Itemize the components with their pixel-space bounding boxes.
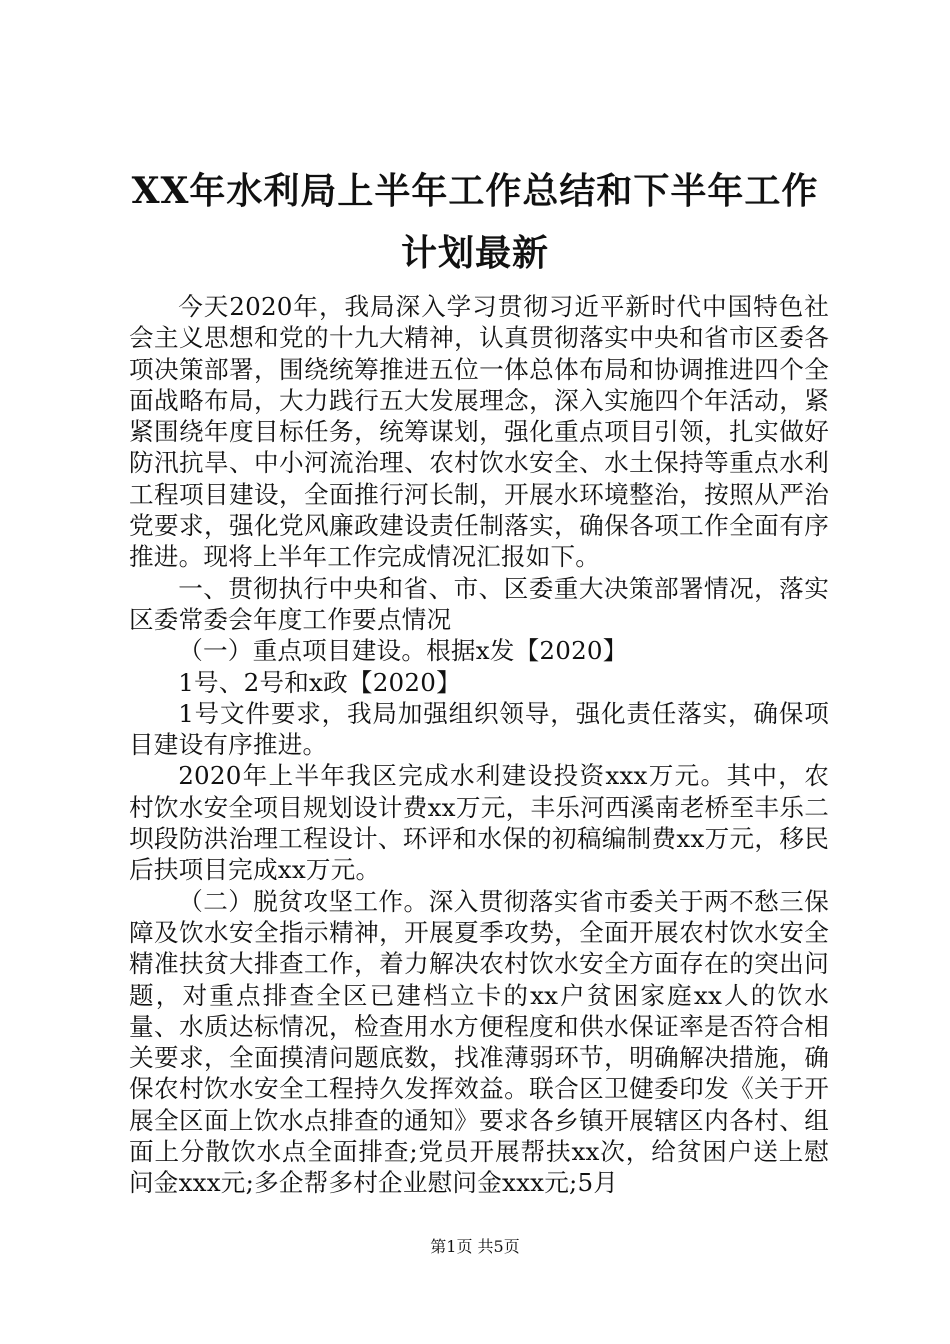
paragraph-investment: 2020年上半年我区完成水利建设投资xxx万元。其中，农村饮水安全项目规划设计费xx万元，丰乐河西溪南老桥至丰乐二坝段防洪治理工程设计、环评和水保的初稿编制费xx万元，移民后扶项目完成xx万元。 xyxy=(129,761,829,885)
paragraph-document-numbers: 1号、2号和x政【2020】 xyxy=(178,667,461,697)
paragraph-poverty-alleviation: （二）脱贫攻坚工作。深入贯彻落实省市委关于两不愁三保障及饮水安全指示精神，开展夏季攻势，全面开展农村饮水安全精准扶贫大排查工作，着力解决农村饮水安全方面存在的突出问题，对重点排查全区已建档立卡的xx户贫困家庭xx人的饮水量、水质达标情况，检查用水方便程度和供水保证率是否符合相关要求，全面摸清问题底数，找准薄弱环节，明确解决措施，确保农村饮水安全工程持久发挥效益。联合区卫健委印发《关于开展全区面上饮水点排查的通知》要求各乡镇开展辖区内各村、组面上分散饮水点全面排查;党员开展帮扶xx次，给贫困户送上慰问金xxx元;多企帮多村企业慰问金xxx元;5月 xyxy=(129,886,829,1198)
paragraph-document-requirements: 1号文件要求，我局加强组织领导，强化责任落实，确保项目建设有序推进。 xyxy=(129,698,829,760)
page-footer: 第1页 共5页 xyxy=(430,1237,520,1256)
document-body xyxy=(129,291,829,1199)
paragraph-subsection-1-heading: （一）重点项目建设。根据x发【2020】 xyxy=(178,636,628,666)
paragraph-section-1-heading: 一、贯彻执行中央和省、市、区委重大决策部署情况，落实区委常委会年度工作要点情况 xyxy=(129,573,829,634)
document-title: XX年水利局上半年工作总结和下半年工作计划最新 xyxy=(131,170,819,274)
paragraph-intro: 今天2020年，我局深入学习贯彻习近平新时代中国特色社会主义思想和党的十九大精神，认真贯彻落实中央和省市区委各项决策部署，围绕统筹推进五位一体总体布局和协调推进四个全面战略布局，大力践行五大发展理念，深入实施四个年活动，紧紧围绕年度目标任务，统筹谋划，强化重点项目引领，扎实做好防汛抗旱、中小河流治理、农村饮水安全、水土保持等重点水利工程项目建设，全面推行河长制，开展水环境整治，按照从严治党要求，强化党风廉政建设责任制落实，确保各项工作全面有序推进。现将上半年工作完成情况汇报如下。 xyxy=(129,292,829,572)
